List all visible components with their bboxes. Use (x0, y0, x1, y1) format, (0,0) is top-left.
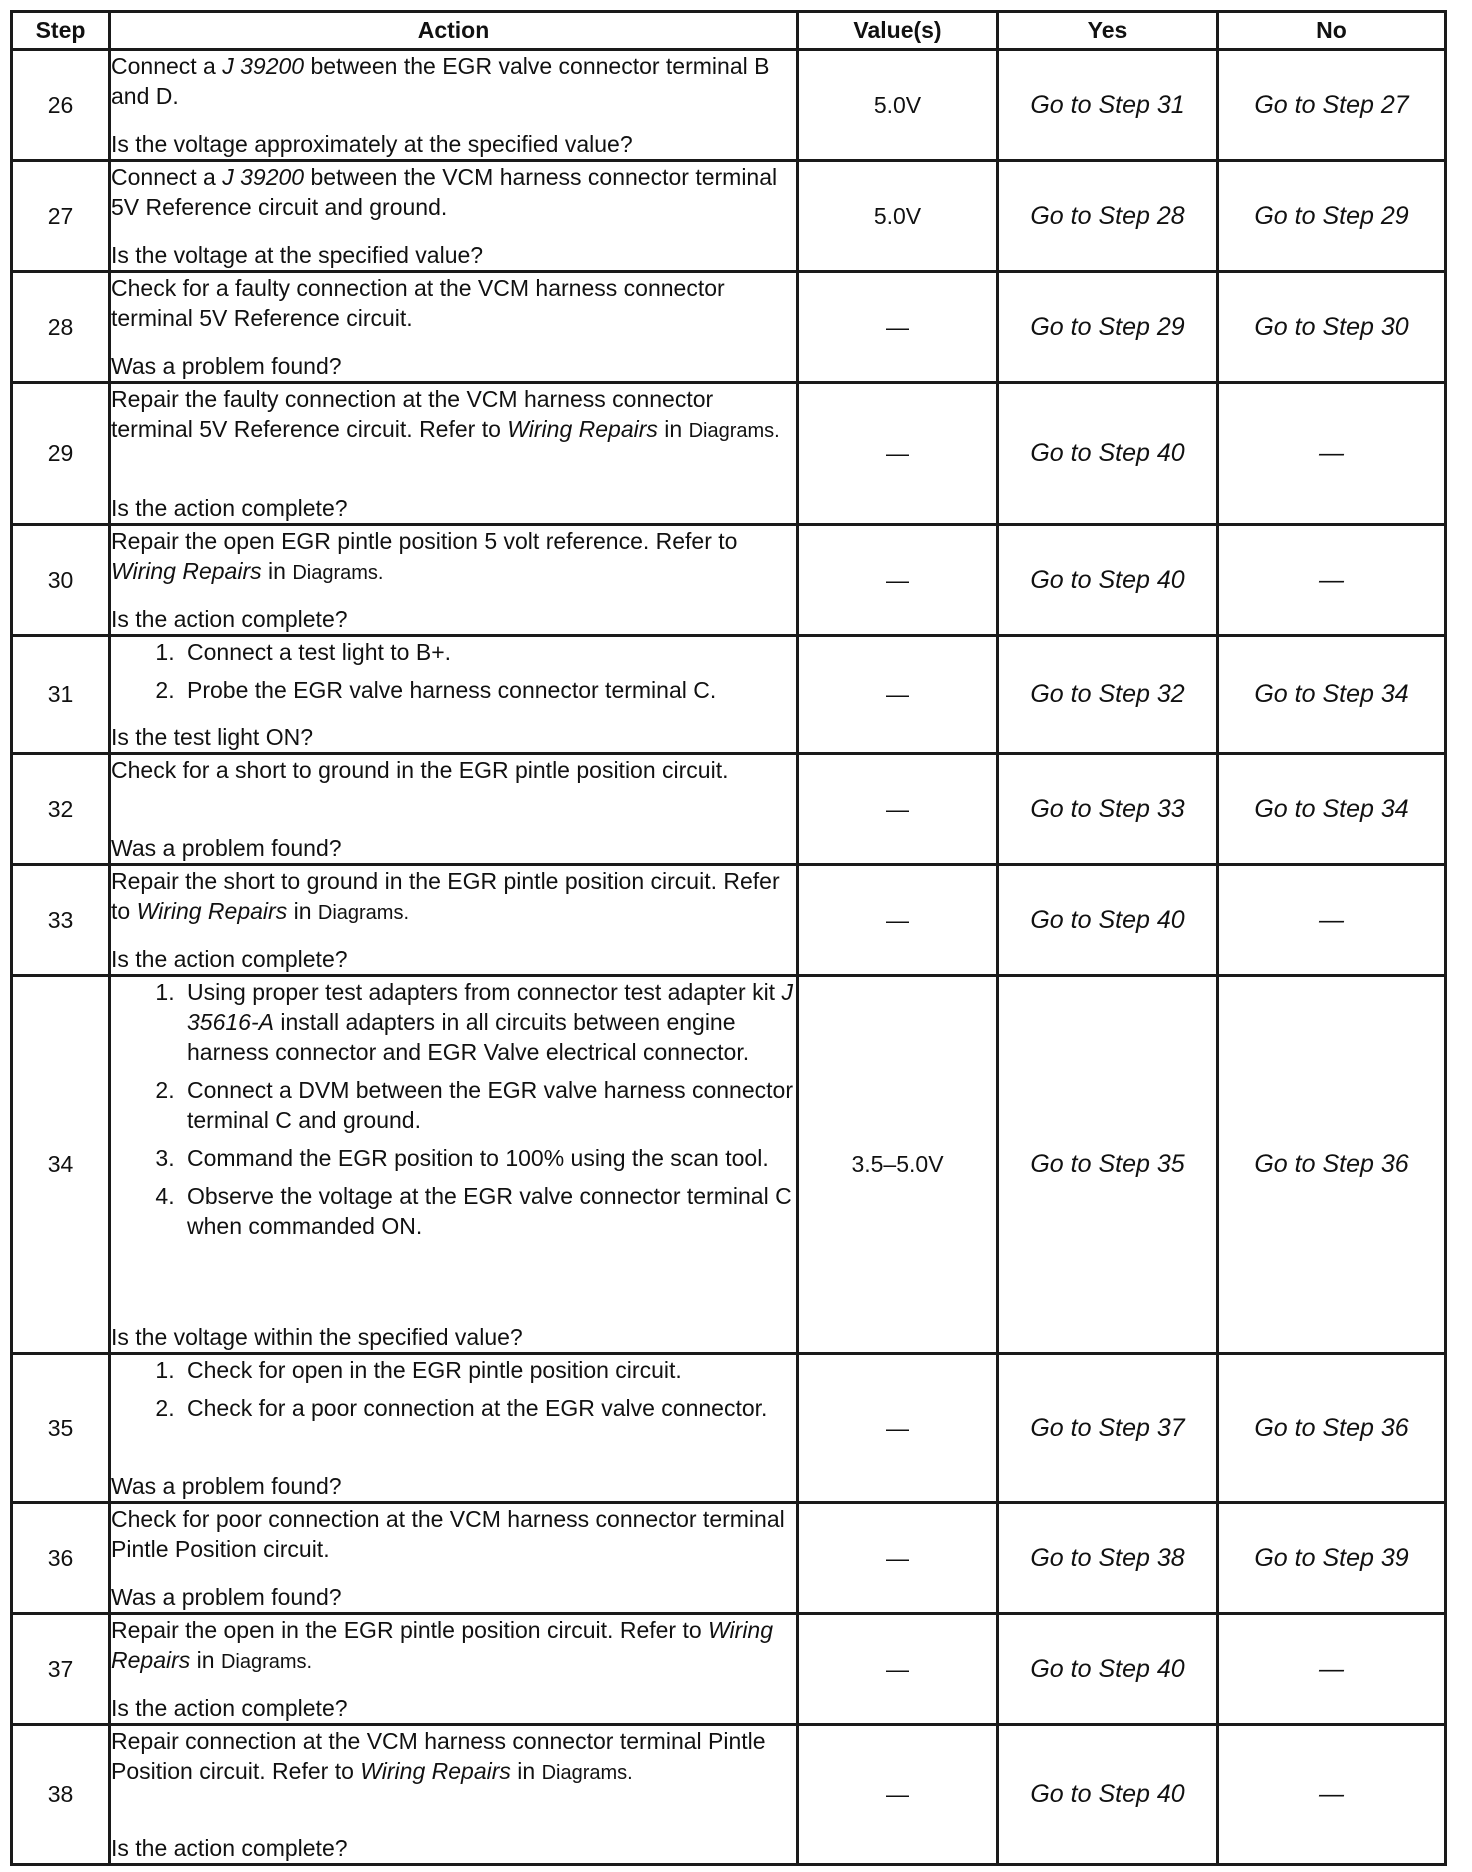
action-text-part: install adapters in all circuits between engine harness connector and EGR Valve electrical connector. (187, 1009, 750, 1065)
value-cell: — (798, 525, 998, 636)
action-text-part: Connect a (111, 164, 223, 190)
list-item: 1. Check for open in the EGR pintle position circuit. (181, 1355, 796, 1385)
table-row (12, 976, 1446, 1354)
action-question: Is the test light ON? (111, 724, 313, 750)
step-number: 34 (12, 976, 110, 1354)
action-text-part: in (190, 1647, 221, 1673)
yes-cell: Go to Step 40 (998, 1725, 1218, 1865)
yes-cell: Go to Step 40 (998, 383, 1218, 525)
action-question: Is the voltage within the specified value? (111, 1324, 523, 1350)
step-number: 36 (12, 1503, 110, 1614)
action-text: Check for a short to ground in the EGR pintle position circuit. (111, 757, 729, 783)
step-number: 28 (12, 272, 110, 383)
action-text (111, 384, 796, 446)
action-text-part: in (510, 1758, 542, 1784)
table-row (12, 50, 1446, 161)
action-text-part: in (261, 558, 293, 584)
action-question: Was a problem found? (111, 835, 342, 861)
value-cell: 5.0V (798, 50, 998, 161)
no-cell: — (1218, 1725, 1446, 1865)
step-number: 37 (12, 1614, 110, 1725)
value-cell: — (798, 383, 998, 525)
header-step: Step (12, 12, 110, 50)
table-row (12, 1614, 1446, 1725)
header-values: Value(s) (798, 12, 998, 50)
table-row (12, 525, 1446, 636)
no-cell: Go to Step 39 (1218, 1503, 1446, 1614)
step-number: 32 (12, 754, 110, 865)
yes-cell: Go to Step 33 (998, 754, 1218, 865)
action-question: Is the action complete? (111, 495, 348, 521)
action-question: Was a problem found? (111, 1584, 342, 1610)
yes-cell: Go to Step 40 (998, 525, 1218, 636)
action-text-part: Repair the open in the EGR pintle position circuit. Refer to (111, 1617, 709, 1643)
action-question: Is the action complete? (111, 1695, 348, 1721)
yes-cell: Go to Step 37 (998, 1354, 1218, 1503)
action-text: Check for poor connection at the VCM harness connector terminal Pintle Position circuit. (111, 1506, 785, 1562)
value-cell: 3.5–5.0V (798, 976, 998, 1354)
no-cell: — (1218, 1614, 1446, 1725)
action-text-part: Repair the short to ground in the EGR pintle position circuit. Refer to (111, 868, 780, 924)
value-cell: — (798, 636, 998, 754)
reference-section: Diagrams. (220, 1651, 313, 1673)
action-text: Check for a faulty connection at the VCM harness connector terminal 5V Reference circuit. (111, 275, 725, 331)
yes-cell: Go to Step 32 (998, 636, 1218, 754)
action-cell (110, 976, 798, 1354)
no-cell: — (1218, 383, 1446, 525)
action-text (111, 162, 796, 222)
table-row (12, 161, 1446, 272)
action-text-part: Repair the open EGR pintle position 5 volt reference. Refer to (111, 528, 738, 554)
action-cell (110, 1503, 798, 1614)
action-text-part: Repair the faulty connection at the VCM harness connector terminal 5V Reference circuit. Refer to (111, 386, 714, 442)
action-question: Is the action complete? (111, 1835, 348, 1861)
numbered-steps (111, 1355, 796, 1427)
table-row (12, 1354, 1446, 1503)
action-cell (110, 865, 798, 976)
yes-cell: Go to Step 28 (998, 161, 1218, 272)
table-row (12, 754, 1446, 865)
list-item: 2. Probe the EGR valve harness connector terminal C. (181, 675, 796, 705)
header-yes: Yes (998, 12, 1218, 50)
reference-link: Wiring Repairs (360, 1758, 511, 1784)
step-number: 26 (12, 50, 110, 161)
value-cell: 5.0V (798, 161, 998, 272)
action-cell (110, 50, 798, 161)
reference-section: Diagrams. (317, 902, 410, 924)
table-row (12, 865, 1446, 976)
step-number: 38 (12, 1725, 110, 1865)
header-action: Action (110, 12, 798, 50)
action-text-part: Connect a (111, 53, 223, 79)
no-cell: Go to Step 36 (1218, 976, 1446, 1354)
header-row (12, 12, 1446, 50)
list-item: 3. Command the EGR position to 100% using the scan tool. (181, 1143, 796, 1173)
list-item: 1. Connect a test light to B+. (181, 637, 796, 667)
action-cell (110, 272, 798, 383)
reference-link: Wiring Repairs (136, 898, 288, 924)
action-question: Is the voltage at the specified value? (111, 242, 484, 268)
step-number: 27 (12, 161, 110, 272)
action-text (111, 526, 796, 588)
list-item: 2. Check for a poor connection at the EGR valve connector. (181, 1393, 796, 1423)
yes-cell: Go to Step 40 (998, 865, 1218, 976)
value-cell: — (798, 272, 998, 383)
yes-cell: Go to Step 31 (998, 50, 1218, 161)
list-item: 4. Observe the voltage at the EGR valve connector terminal C when commanded ON. (181, 1181, 796, 1241)
action-text (111, 51, 796, 111)
numbered-steps (111, 637, 796, 709)
action-text-part: in (657, 416, 689, 442)
value-cell: — (798, 1503, 998, 1614)
numbered-steps (111, 977, 796, 1245)
table-row (12, 272, 1446, 383)
yes-cell: Go to Step 29 (998, 272, 1218, 383)
value-cell: — (798, 1614, 998, 1725)
action-question: Is the action complete? (111, 946, 348, 972)
action-question: Was a problem found? (111, 1473, 342, 1499)
action-text-part: between the EGR valve connector terminal B and D. (111, 53, 770, 109)
action-question: Is the action complete? (111, 606, 348, 632)
step-number: 31 (12, 636, 110, 754)
no-cell: Go to Step 29 (1218, 161, 1446, 272)
yes-cell: Go to Step 38 (998, 1503, 1218, 1614)
table-row (12, 636, 1446, 754)
list-item (181, 977, 796, 1067)
table-row (12, 1725, 1446, 1865)
action-text-part: Using proper test adapters from connector test adapter kit (187, 979, 782, 1005)
action-text (111, 866, 796, 928)
tool-reference: J 39200 (222, 164, 305, 190)
action-cell (110, 1354, 798, 1503)
action-text-part: between the VCM harness connector terminal 5V Reference circuit and ground. (111, 164, 778, 220)
action-question: Is the voltage approximately at the specified value? (111, 131, 633, 157)
reference-section: Diagrams. (541, 1762, 633, 1784)
action-text (111, 1615, 796, 1677)
value-cell: — (798, 1354, 998, 1503)
action-cell (110, 1725, 798, 1865)
value-cell: — (798, 1725, 998, 1865)
action-cell (110, 161, 798, 272)
step-number: 35 (12, 1354, 110, 1503)
action-text-part: Repair connection at the VCM harness connector terminal Pintle Position circuit. Refer to (111, 1728, 766, 1784)
no-cell: Go to Step 34 (1218, 754, 1446, 865)
no-cell: — (1218, 865, 1446, 976)
action-cell (110, 525, 798, 636)
header-no: No (1218, 12, 1446, 50)
action-cell (110, 1614, 798, 1725)
action-text-part: in (287, 898, 318, 924)
diagnostic-table (10, 10, 1447, 1866)
reference-link: Wiring Repairs (507, 416, 658, 442)
tool-reference: J 35616-A (187, 979, 793, 1035)
step-number: 33 (12, 865, 110, 976)
no-cell: Go to Step 36 (1218, 1354, 1446, 1503)
no-cell: Go to Step 27 (1218, 50, 1446, 161)
no-cell: Go to Step 34 (1218, 636, 1446, 754)
reference-link: Wiring Repairs (111, 1617, 774, 1673)
action-cell (110, 636, 798, 754)
value-cell: — (798, 754, 998, 865)
tool-reference: J 39200 (222, 53, 305, 79)
no-cell: — (1218, 525, 1446, 636)
table-row (12, 1503, 1446, 1614)
action-question: Was a problem found? (111, 353, 342, 379)
reference-link: Wiring Repairs (111, 558, 262, 584)
reference-section: Diagrams. (292, 562, 384, 584)
action-text (111, 1726, 796, 1788)
yes-cell: Go to Step 35 (998, 976, 1218, 1354)
action-cell (110, 754, 798, 865)
action-cell (110, 383, 798, 525)
no-cell: Go to Step 30 (1218, 272, 1446, 383)
table-row (12, 383, 1446, 525)
reference-section: Diagrams. (688, 420, 780, 442)
step-number: 29 (12, 383, 110, 525)
list-item: 2. Connect a DVM between the EGR valve harness connector terminal C and ground. (181, 1075, 796, 1135)
value-cell: — (798, 865, 998, 976)
step-number: 30 (12, 525, 110, 636)
yes-cell: Go to Step 40 (998, 1614, 1218, 1725)
